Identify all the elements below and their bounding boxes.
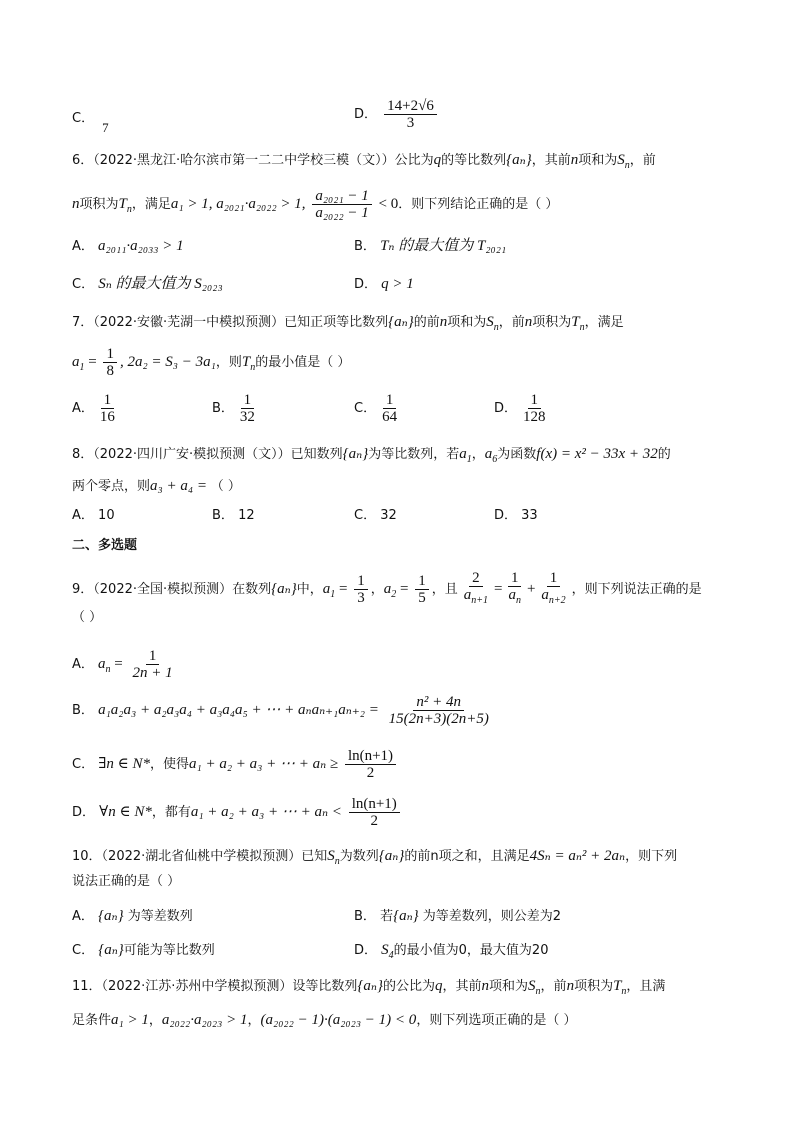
question-10-line-1: 10．（2022·湖北省仙桃中学模拟预测）已知$S_n$为数列{aₙ}的前n项之和，且满足4Sₙ = aₙ² + 2aₙ，则下列 bbox=[72, 848, 678, 867]
q6-option-d: D． q > 1 bbox=[354, 276, 414, 292]
q10-option-d: D． $S_4$的最小值为0，最大值为20 bbox=[354, 942, 549, 961]
q7-option-a: A． $\frac{1}{16}$ bbox=[72, 392, 115, 425]
q10-option-c: C． {aₙ}可能为等比数列 bbox=[72, 942, 215, 958]
q7-option-b: B． $\frac{1}{32}$ bbox=[212, 392, 255, 425]
q8-option-d: D． 33 bbox=[494, 508, 538, 523]
question-6-line-2: n项积为$T_n$，满足a₁ > 1, a₂₀₂₁·a₂₀₂₂ > 1, $\frac{\text{a₂₀₂₁ − 1}}{\text{a₂₀₂₂ − 1}}$ < 0．则下列结论正确的是（ ） bbox=[72, 188, 559, 221]
question-11-line-2: 足条件a₁ > 1，a₂₀₂₂·a₂₀₂₃ > 1，(a₂₀₂₂ − 1)·(a₂₀₂₃ − 1) < 0，则下列选项正确的是（ ） bbox=[72, 1012, 577, 1028]
question-7-line-2: $a_1$ = $\frac{1}{8}$ , 2a₂ = S₃ − 3a₁，则$T_n$的最小值是（ ） bbox=[72, 346, 351, 379]
q9-option-d: D． ∀n ∈ N*，都有a₁ + a₂ + a₃ + ⋯ + aₙ < $\frac{\ln(n+1)}{2}$ bbox=[72, 796, 403, 829]
fraction: $\frac{14+2√6}{3}$ bbox=[384, 98, 437, 131]
q6-option-c: C． Sₙ 的最大值为 S₂₀₂₃ bbox=[72, 276, 223, 292]
question-8-line-2: 两个零点，则a₃ + a₄ = （ ） bbox=[72, 478, 241, 494]
q10-option-b: B． 若{aₙ} 为等差数列，则公差为2 bbox=[354, 908, 562, 924]
question-6-line-1: 6．（2022·黑龙江·哈尔滨市第一二二中学校三模（文））公比为q的等比数列{aₙ}，其前n项和为$S_n$，前 bbox=[72, 152, 656, 171]
question-9-line-2: （ ） bbox=[72, 610, 103, 625]
q10-option-a: A． {aₙ} 为等差数列 bbox=[72, 908, 193, 924]
question-11-line-1: 11．（2022·江苏·苏州中学模拟预测）设等比数列{aₙ}的公比为q，其前n项和为$S_n$，前n项积为$T_n$，且满 bbox=[72, 978, 666, 997]
question-7-line-1: 7．（2022·安徽·芜湖一中模拟预测）已知正项等比数列{aₙ}的前n项和为$S_n$，前n项积为$T_n$，满足 bbox=[72, 314, 624, 333]
q7-option-c: C． $\frac{1}{64}$ bbox=[354, 392, 398, 425]
q6-option-b: B． Tₙ 的最大值为 T₂₀₂₁ bbox=[354, 238, 507, 254]
q9-option-a: A． $a_n$ = $\frac{1}{2n + 1}$ bbox=[72, 648, 173, 681]
option-d-prev: D． $\frac{14+2√6}{3}$ bbox=[354, 98, 440, 131]
question-9-line-1: 9．（2022·全国·模拟预测）在数列{aₙ}中，$a_1$ = $\frac{1}{3}$ ，$a_2$ = $\frac{1}{5}$ ，且 $\frac{2}{a_{n+1}}$ = $\frac{1}{a_n}$ + $\frac{1}{a_{n+2}}$ ，则下列说法正确的是 bbox=[72, 570, 702, 606]
q9-option-c: C． ∃n ∈ N*，使得a₁ + a₂ + a₃ + ⋯ + aₙ ≥ $\frac{\ln(n+1)}{2}$ bbox=[72, 748, 399, 781]
option-c-prev: C．7 bbox=[72, 111, 109, 135]
q7-option-d: D． $\frac{1}{128}$ bbox=[494, 392, 546, 425]
q8-option-b: B． 12 bbox=[212, 508, 255, 523]
q9-option-b: B． a₁a₂a₃ + a₂a₃a₄ + a₃a₄a₅ + ⋯ + aₙaₙ₊₁aₙ₊₂ = $\frac{\text{n² + 4n}}{15(2n+3)(2n+5)}$ bbox=[72, 694, 489, 727]
q8-option-a: A． 10 bbox=[72, 508, 115, 523]
q8-option-c: C． 32 bbox=[354, 508, 397, 523]
question-10-line-2: 说法正确的是（ ） bbox=[72, 874, 181, 889]
q6-option-a: A． a₂₀₁₁·a₂₀₃₃ > 1 bbox=[72, 238, 184, 254]
section-heading: 二、多选题 bbox=[72, 538, 138, 553]
question-8-line-1: 8．（2022·四川广安·模拟预测（文））已知数列{aₙ}为等比数列，若$a_1$，$a_6$为函数f(x) = x² − 33x + 32的 bbox=[72, 446, 671, 465]
